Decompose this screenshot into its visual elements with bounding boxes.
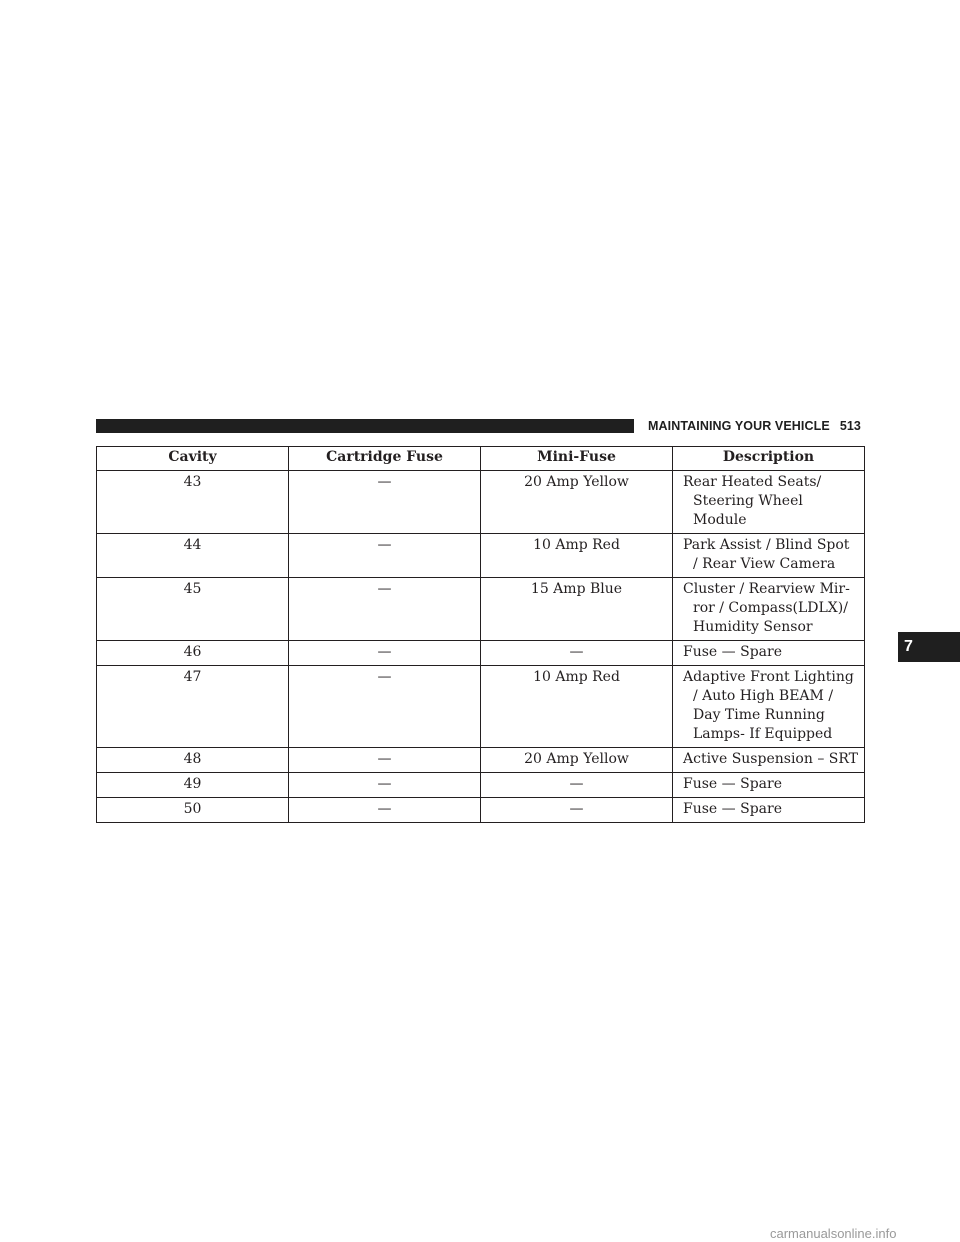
cartridge-fuse-cell: — (289, 578, 481, 641)
running-header (648, 416, 861, 436)
fuse-table (96, 446, 865, 823)
table-row (97, 578, 865, 641)
cavity-cell: 49 (97, 773, 289, 798)
description-line: Fuse — Spare (683, 801, 782, 817)
mini-fuse-cell: 15 Amp Blue (481, 578, 673, 641)
description-line: Humidity Sensor (693, 619, 813, 635)
description-line: ror / Compass(LDLX)/ (693, 600, 848, 616)
description-line: Cluster / Rearview Mir- (683, 581, 850, 597)
table-header-row (97, 447, 865, 471)
column-header-mini-fuse: Mini-Fuse (481, 447, 673, 471)
description-line: Fuse — Spare (683, 776, 782, 792)
table-row (97, 471, 865, 534)
table-row (97, 798, 865, 823)
description-line: Adaptive Front Lighting (683, 669, 854, 685)
description-cell (673, 534, 865, 578)
cartridge-fuse-cell: — (289, 471, 481, 534)
description-line: Park Assist / Blind Spot (683, 537, 850, 553)
mini-fuse-cell: 10 Amp Red (481, 534, 673, 578)
description-line: Active Suspension – SRT (683, 751, 858, 767)
description-cell (673, 773, 865, 798)
section-title: MAINTAINING YOUR VEHICLE (648, 419, 830, 433)
mini-fuse-cell: — (481, 773, 673, 798)
cartridge-fuse-cell: — (289, 534, 481, 578)
description-cell (673, 666, 865, 748)
mini-fuse-cell: 10 Amp Red (481, 666, 673, 748)
table-body (97, 471, 865, 823)
description-line: Steering Wheel Module (693, 493, 803, 528)
cartridge-fuse-cell: — (289, 641, 481, 666)
column-header-description: Description (673, 447, 865, 471)
table-row (97, 534, 865, 578)
header-rule (96, 419, 634, 433)
description-cell (673, 798, 865, 823)
description-line: Rear Heated Seats/ (683, 474, 822, 490)
cartridge-fuse-cell: — (289, 748, 481, 773)
table-row (97, 748, 865, 773)
cavity-cell: 50 (97, 798, 289, 823)
watermark: carmanualsonline.info (770, 1226, 897, 1241)
cartridge-fuse-cell: — (289, 798, 481, 823)
cavity-cell: 43 (97, 471, 289, 534)
table-row (97, 773, 865, 798)
cartridge-fuse-cell: — (289, 773, 481, 798)
cavity-cell: 45 (97, 578, 289, 641)
column-header-cartridge-fuse: Cartridge Fuse (289, 447, 481, 471)
cavity-cell: 44 (97, 534, 289, 578)
description-cell (673, 641, 865, 666)
mini-fuse-cell: 20 Amp Yellow (481, 748, 673, 773)
description-cell (673, 748, 865, 773)
cavity-cell: 48 (97, 748, 289, 773)
description-line: Day Time Running (693, 707, 825, 723)
table-row (97, 666, 865, 748)
description-cell (673, 471, 865, 534)
description-line: Lamps- If Equipped (693, 726, 833, 742)
description-line: Fuse — Spare (683, 644, 782, 660)
mini-fuse-cell: 20 Amp Yellow (481, 471, 673, 534)
description-line: / Rear View Camera (693, 556, 836, 572)
column-header-cavity: Cavity (97, 447, 289, 471)
table-row (97, 641, 865, 666)
cartridge-fuse-cell: — (289, 666, 481, 748)
chapter-tab: 7 (898, 632, 960, 662)
page-number: 513 (839, 419, 861, 433)
mini-fuse-cell: — (481, 641, 673, 666)
description-cell (673, 578, 865, 641)
cavity-cell: 46 (97, 641, 289, 666)
mini-fuse-cell: — (481, 798, 673, 823)
description-line: / Auto High BEAM / (693, 688, 834, 704)
cavity-cell: 47 (97, 666, 289, 748)
